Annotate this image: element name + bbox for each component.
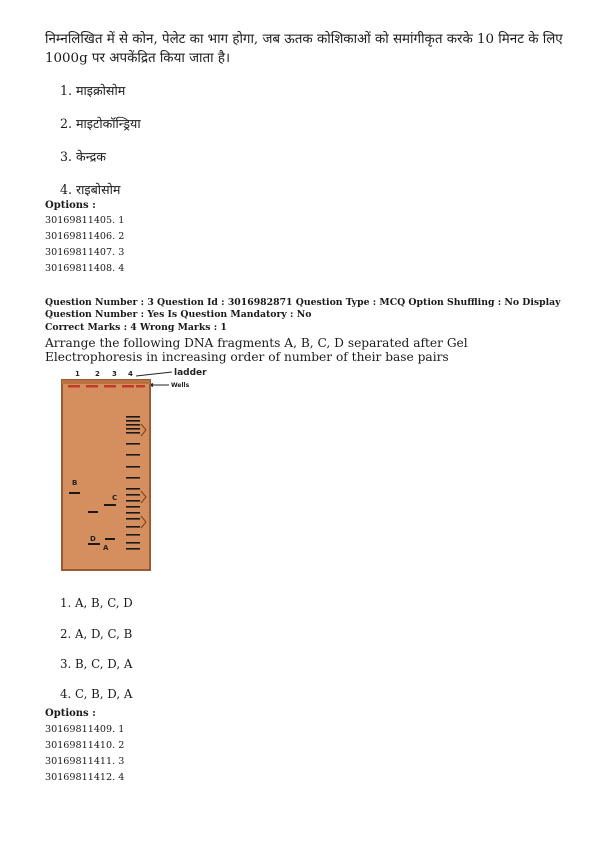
q3-options-label: Options :: [45, 708, 96, 719]
lane-number-3: 3: [112, 370, 117, 378]
q2-option-id-1: 30169811405. 1: [45, 215, 125, 226]
lane-number-4: 4: [128, 370, 133, 378]
band-c: [104, 504, 116, 506]
band-b: [69, 492, 80, 494]
lane-number-2: 2: [95, 370, 100, 378]
q3-option-1: 1. A, B, C, D: [60, 596, 133, 610]
q2-option-1: 1. माइक्रोसोम: [60, 83, 126, 98]
q3-marks: Correct Marks : 4 Wrong Marks : 1: [45, 322, 227, 333]
well-4: [122, 385, 134, 388]
band-label-b: B: [72, 479, 78, 487]
question-2-text: निम्नलिखित में से कोन, पेलेट का भाग होगा, जब ऊतक कोशिकाओं को समांगीकृत करके 10 मिनट के लिए 1000g पर अपकेंद्रित किया जाता है।: [45, 32, 563, 66]
well-ladder: [136, 385, 145, 388]
q2-option-id-2: 30169811406. 2: [45, 231, 125, 242]
q3-option-4: 4. C, B, D, A: [60, 687, 133, 701]
well-1: [68, 385, 80, 388]
q3-option-id-3: 30169811411. 3: [45, 756, 125, 767]
q2-option-id-4: 30169811408. 4: [45, 263, 125, 274]
gel-body: [62, 380, 150, 570]
lane-number-1: 1: [75, 370, 80, 378]
gel-electrophoresis-figure: [48, 366, 248, 576]
band-d: [88, 543, 100, 545]
q2-option-2: 2. माइटोकॉन्ड्रिया: [60, 116, 141, 131]
question-3-text: Arrange the following DNA fragments A, B, C, D separated after Gel Electrophoresis in increasing order of number of their base pairs: [45, 336, 468, 364]
well-2: [86, 385, 98, 388]
q3-option-id-4: 30169811412. 4: [45, 772, 125, 783]
q3-option-2: 2. A, D, C, B: [60, 627, 133, 641]
well-3: [104, 385, 116, 388]
band-a: [105, 538, 115, 540]
band-label-d: D: [90, 535, 96, 543]
q3-option-3: 3. B, C, D, A: [60, 657, 133, 671]
q3-option-id-2: 30169811410. 2: [45, 740, 125, 751]
q2-option-id-3: 30169811407. 3: [45, 247, 125, 258]
q3-meta: Question Number : 3 Question Id : 3016982871 Question Type : MCQ Option Shuffling : No Display Question Number : Yes Is Question Mandatory : No: [45, 297, 561, 320]
q2-option-4: 4. राइबोसोम: [60, 182, 121, 197]
ladder-label: ladder: [174, 368, 207, 378]
q2-option-3: 3. केन्द्रक: [60, 149, 106, 164]
q3-option-id-1: 30169811409. 1: [45, 724, 125, 735]
band-label-a: A: [103, 544, 109, 552]
band-label-c: C: [112, 494, 118, 502]
q2-options-label: Options :: [45, 200, 96, 211]
wells-label: Wells: [171, 382, 190, 389]
